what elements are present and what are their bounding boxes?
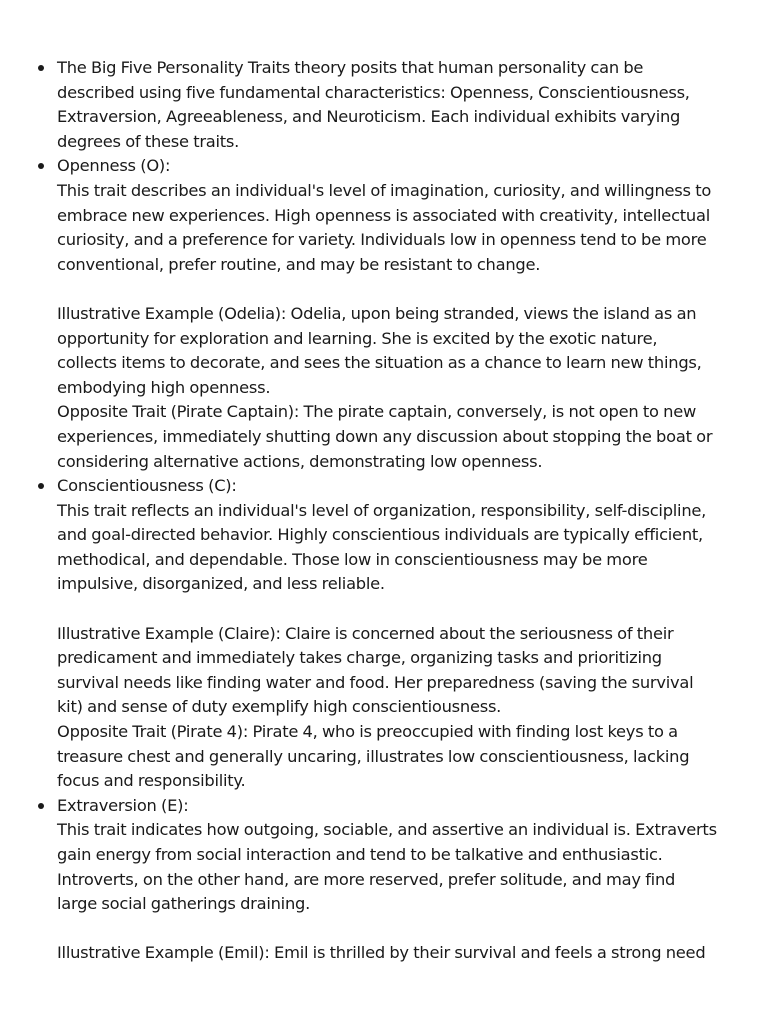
trait-heading-openness: Openness (O): xyxy=(57,156,171,176)
list-item-extraversion xyxy=(57,794,737,966)
example-line: collects items to decorate, and sees the situation as a chance to learn new things, xyxy=(57,353,702,373)
paragraph-gap xyxy=(57,277,737,302)
trait-description-line: methodical, and dependable. Those low in conscientiousness may be more xyxy=(57,549,648,569)
paragraph-gap xyxy=(57,597,737,622)
paragraph-gap xyxy=(57,917,737,942)
opposite-line: experiences, immediately shutting down any discussion about stopping the boat or xyxy=(57,426,713,446)
trait-description-line: This trait reflects an individual's level of organization, responsibility, self-discipline, xyxy=(57,500,707,520)
example-line: embodying high openness. xyxy=(57,377,271,397)
opposite-line: focus and responsibility. xyxy=(57,771,246,791)
list-item-openness xyxy=(57,154,737,474)
trait-description-line: gain energy from social interaction and tend to be talkative and enthusiastic. xyxy=(57,845,663,864)
example-line: Illustrative Example (Odelia): Odelia, upon being stranded, views the island as an xyxy=(57,303,697,323)
intro-line: described using five fundamental characteristics: Openness, Conscientiousness, xyxy=(57,82,690,102)
opposite-line: Opposite Trait (Pirate Captain): The pirate captain, conversely, is not open to new xyxy=(57,402,697,422)
intro-line: degrees of these traits. xyxy=(57,131,240,151)
trait-list xyxy=(57,56,737,966)
trait-heading-conscientiousness: Conscientiousness (C): xyxy=(57,476,237,496)
trait-description-line: large social gatherings draining. xyxy=(57,894,311,914)
example-line: kit) and sense of duty exemplify high conscientiousness. xyxy=(57,697,502,717)
list-item-intro xyxy=(57,56,737,154)
trait-description-line: and goal-directed behavior. Highly conscientious individuals are typically efficient, xyxy=(57,525,703,545)
example-line: survival needs like finding water and food. Her preparedness (saving the survival xyxy=(57,672,694,692)
opposite-line: treasure chest and generally uncaring, illustrates low conscientiousness, lacking xyxy=(57,746,690,766)
trait-description-line: impulsive, disorganized, and less reliable. xyxy=(57,574,385,594)
trait-description-line: embrace new experiences. High openness is associated with creativity, intellectual xyxy=(57,205,710,225)
trait-description-line: This trait indicates how outgoing, sociable, and assertive an individual is. Extraverts xyxy=(57,820,717,840)
example-line: Illustrative Example (Claire): Claire is concerned about the seriousness of their xyxy=(57,623,674,643)
list-item-conscientiousness xyxy=(57,474,737,794)
trait-description-line: conventional, prefer routine, and may be resistant to change. xyxy=(57,254,541,274)
example-line: Illustrative Example (Emil): Emil is thrilled by their survival and feels a strong need xyxy=(57,943,706,963)
trait-description-line: This trait describes an individual's level of imagination, curiosity, and willingness to xyxy=(57,180,712,200)
opposite-line: considering alternative actions, demonstrating low openness. xyxy=(57,451,543,471)
trait-heading-extraversion: Extraversion (E): xyxy=(57,795,189,815)
intro-line: The Big Five Personality Traits theory posits that human personality can be xyxy=(57,58,644,77)
opposite-line: Opposite Trait (Pirate 4): Pirate 4, who is preoccupied with finding lost keys to a xyxy=(57,722,678,742)
trait-description-line: Introverts, on the other hand, are more reserved, prefer solitude, and may find xyxy=(57,869,676,889)
trait-description-line: curiosity, and a preference for variety. Individuals low in openness tend to be more xyxy=(57,230,707,250)
example-line: predicament and immediately takes charge, organizing tasks and prioritizing xyxy=(57,648,662,668)
example-line: opportunity for exploration and learning. She is excited by the exotic nature, xyxy=(57,328,658,348)
intro-line: Extraversion, Agreeableness, and Neuroticism. Each individual exhibits varying xyxy=(57,107,681,127)
